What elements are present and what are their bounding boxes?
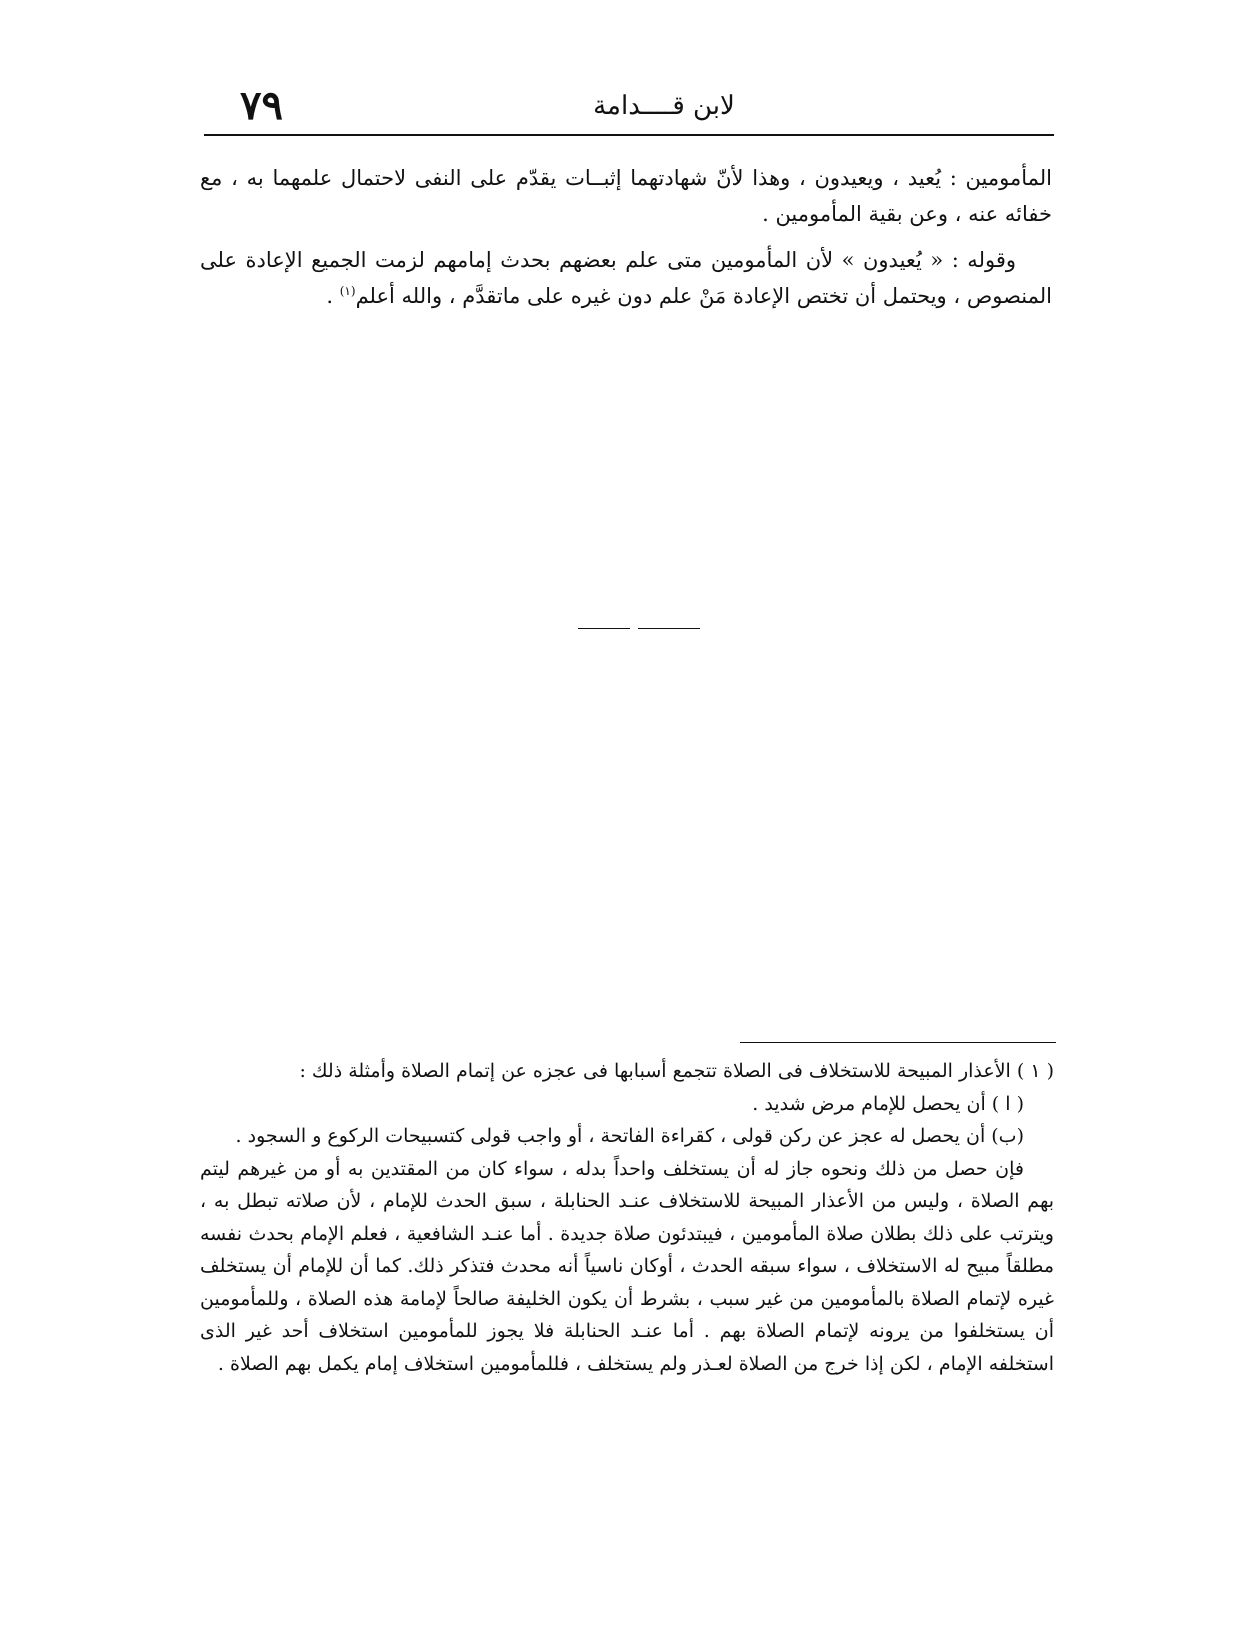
footnotes bbox=[200, 1055, 1054, 1380]
paragraph-2 bbox=[200, 242, 1052, 314]
page-header bbox=[204, 80, 1054, 132]
paragraph-1: المأمومين : يُعيد ، ويعيدون ، وهذا لأنّ شهادتهما إثبــات يقدّم على النفى لاحتمال علمهما به ، مع خفائه عنه ، وعن بقية المأمومين . bbox=[200, 166, 1052, 226]
footnote-1-item-a: ( ا ) أن يحصل للإمام مرض شديد . bbox=[752, 1092, 1024, 1115]
page-number: ٧٩ bbox=[240, 82, 283, 129]
section-separator-left bbox=[578, 628, 630, 629]
header-rule bbox=[204, 134, 1054, 136]
footnote-rule bbox=[740, 1042, 1056, 1043]
footnote-1-body: فإن حصل من ذلك ونحوه جاز له أن يستخلف واحداً بدله ، سواء كان من المقتدين به أو من غيرهم ليتم بهم الصلاة ، وليس من الأعذار المبيحة للاستخلاف عنـد الحنابلة ، سبق الحدث للإمام ، لأن صلاته تبطل به ، ويترتب على ذلك بطلان صلاة المأمومين ، فيبتدئون صلاة جديدة . أما عنـد الشافعية ، فعلم الإمام بحدث نفسه مطلقاً مبيح له الاستخلاف ، سواء سبقه الحدث ، أوكان ناسياً أنه محدث فتذكر ذلك. كما أن للإمام أن يستخلف غيره لإتمام الصلاة بالمأمومين من غير سبب ، بشرط أن يكون الخليفة صالحاً لإمامة هذه الصلاة ، وللمأمومين أن يستخلفوا من يرونه لإتمام الصلاة بهم . أما عنـد الحنابلة فلا يجوز للمأمومين استخلاف أحد غير الذى استخلفه الإمام ، لكن إذا خرج من الصلاة لعـذر ولم يستخلف ، فللمأمومين استخلاف إمام يكمل بهم الصلاة . bbox=[200, 1157, 1054, 1375]
footnote-1-item-b: (ب) أن يحصل له عجز عن ركن قولى ، كقراءة الفاتحة ، أو واجب قولى كتسبيحات الركوع و السجود . bbox=[235, 1125, 1024, 1147]
footnote-reference: (١) bbox=[339, 284, 356, 298]
paragraph-2-text: وقوله : « يُعيدون » لأن المأمومين متى علم بعضهم بحدث إمامهم لزمت الجميع الإعادة على المنصوص ، ويحتمل أن تختص الإعادة مَنْ علم دون غيره على ماتقدَّم ، والله أعلم bbox=[200, 248, 1052, 308]
paragraph-2-end: . bbox=[326, 284, 340, 308]
section-separator-right bbox=[638, 628, 700, 629]
footnote-1-intro: ( ١ ) الأعذار المبيحة للاستخلاف فى الصلاة تتجمع أسبابها فى عجزه عن إتمام الصلاة وأمثلة ذلك : bbox=[299, 1060, 1054, 1082]
running-head: لابن قــــدامة bbox=[593, 91, 735, 121]
main-text bbox=[200, 160, 1052, 324]
